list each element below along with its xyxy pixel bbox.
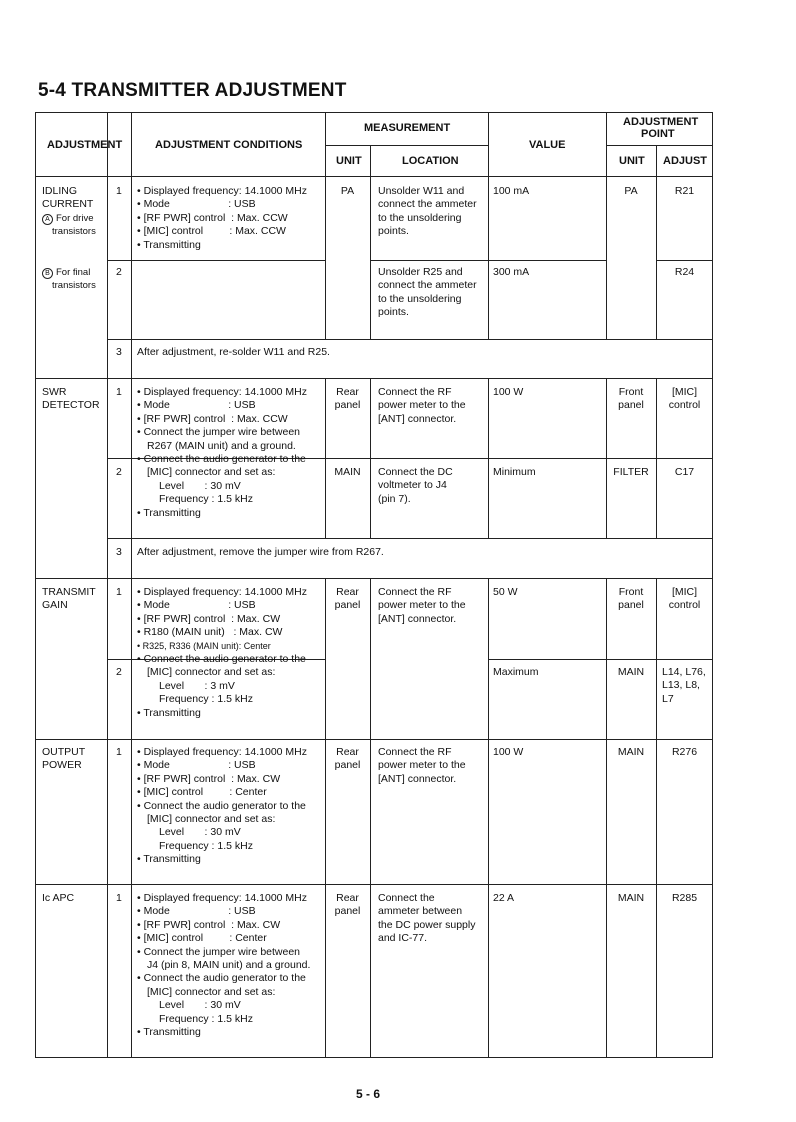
item-name: IDLING CURRENT A For drive transistors	[42, 185, 96, 238]
header-ap-unit: UNIT	[619, 155, 645, 167]
col-divider	[370, 145, 371, 339]
conditions: • Displayed frequency: 14.1000 MHz • Mode : USB • [RF PWR] control : Max. CCW • Connect the jumper wire between R267 (MAIN unit) and a ground. • Connect the audio generator to the [MIC] connector and set as: Level : 30 mV Frequency : 1.5 kHz • Transmitting	[137, 386, 308, 519]
row-divider	[35, 578, 713, 579]
value: 100 mA	[493, 185, 530, 197]
col-divider	[488, 112, 489, 339]
col-divider	[325, 578, 326, 1058]
note: After adjustment, re-solder W11 and R25.	[137, 346, 330, 358]
item-name: OUTPUT POWER	[42, 746, 86, 772]
step-number: 1	[116, 185, 122, 197]
value: 22 A	[493, 892, 515, 904]
header-measurement: MEASUREMENT	[364, 122, 451, 134]
header-unit: UNIT	[336, 155, 362, 167]
ap-unit: MAIN	[617, 666, 645, 678]
meas-unit: Rear panel	[334, 746, 361, 772]
header-value: VALUE	[529, 139, 566, 151]
ap-adjust: R285	[671, 892, 698, 904]
header-adjustment-point: ADJUSTMENT	[623, 116, 699, 128]
value: Minimum	[493, 466, 536, 478]
meas-location: Connect the DC voltmeter to J4 (pin 7).	[378, 466, 453, 505]
meas-unit: Rear panel	[334, 892, 361, 918]
header-conditions: ADJUSTMENT CONDITIONS	[155, 139, 303, 151]
col-divider	[606, 112, 607, 339]
header-adjustment-point: POINT	[641, 128, 675, 140]
ap-adjust: R24	[674, 266, 695, 278]
circled-a-icon: A	[42, 214, 53, 225]
step-number: 1	[116, 892, 122, 904]
header-subdivider	[325, 145, 488, 146]
meas-unit: Rear panel	[334, 586, 361, 612]
step-number: 1	[116, 586, 122, 598]
row-divider	[35, 378, 713, 379]
ap-adjust: [MIC] control	[668, 586, 701, 612]
header-location: LOCATION	[402, 155, 459, 167]
row-divider	[35, 884, 713, 885]
value: 300 mA	[493, 266, 530, 278]
col-divider	[370, 578, 371, 1058]
col-divider	[325, 112, 326, 339]
meas-location: Unsolder W11 and connect the ammeter to the unsoldering points.	[378, 185, 477, 238]
page-number: 5 - 6	[356, 1087, 381, 1101]
meas-unit: PA	[340, 185, 355, 197]
row-divider	[370, 260, 606, 261]
item-name: TRANSMIT GAIN	[42, 586, 96, 612]
col-divider	[656, 578, 657, 1058]
ap-unit: MAIN	[617, 892, 645, 904]
ap-unit: Front panel	[618, 386, 644, 412]
header-ap-adjust: ADJUST	[663, 155, 708, 167]
ap-unit: PA	[624, 185, 638, 197]
step-number: 1	[116, 746, 122, 758]
conditions: • Displayed frequency: 14.1000 MHz • Mode : USB • [RF PWR] control : Max. CW • [MIC] control : Center • Connect the jumper wire between J4 (pin 8, MAIN unit) and a ground. • Connect the audio generator to the [MIC] connector and set as: Level : 30 mV Frequency : 1.5 kHz • Transmitting	[137, 892, 311, 1039]
ap-adjust: L14, L76, L13, L8, L7	[662, 666, 706, 705]
row-divider	[35, 739, 713, 740]
ap-unit: FILTER	[613, 466, 649, 478]
ap-adjust: R276	[671, 746, 698, 758]
col-divider	[606, 578, 607, 1058]
row-divider	[107, 538, 713, 539]
step-number: 2	[116, 666, 122, 678]
step-number: 2	[116, 466, 122, 478]
conditions: • Displayed frequency: 14.1000 MHz • Mode : USB • [RF PWR] control : Max. CW • [MIC] control : Center • Connect the audio generator to the [MIC] connector and set as: Level : 30 mV Frequency : 1.5 kHz • Transmitting	[137, 746, 308, 866]
meas-location: Connect the RF power meter to the [ANT] connector.	[378, 386, 466, 425]
meas-location: Connect the RF power meter to the [ANT] connector.	[378, 586, 466, 625]
item-name: B For final transistors	[42, 266, 96, 293]
meas-unit: MAIN	[334, 466, 361, 478]
row-divider	[488, 659, 713, 660]
meas-location: Connect the ammeter between the DC power supply and IC-77.	[378, 892, 476, 945]
step-number: 1	[116, 386, 122, 398]
row-divider	[107, 339, 713, 340]
meas-location: Unsolder R25 and connect the ammeter to the unsoldering points.	[378, 266, 477, 319]
step-number: 3	[116, 346, 122, 358]
meas-location: Connect the RF power meter to the [ANT] connector.	[378, 746, 466, 785]
value: 100 W	[493, 746, 524, 758]
col-divider	[488, 578, 489, 1058]
conditions: • Displayed frequency: 14.1000 MHz • Mode : USB • [RF PWR] control : Max. CW • R180 (MAIN unit) : Max. CW • R325, R336 (MAIN unit): Center • Connect the audio generator to the [MIC] connector and set as: Level : 3 mV Frequency : 1.5 kHz • Transmitting	[137, 586, 308, 719]
conditions: • Displayed frequency: 14.1000 MHz • Mode : USB • [RF PWR] control : Max. CCW • [MIC] control : Max. CCW • Transmitting	[137, 185, 308, 251]
meas-unit: Rear panel	[334, 386, 361, 412]
ap-adjust: [MIC] control	[668, 386, 701, 412]
value: 50 W	[493, 586, 518, 598]
col-divider	[107, 112, 108, 1058]
header-subdivider	[606, 145, 713, 146]
ap-adjust: C17	[674, 466, 695, 478]
value: 100 W	[493, 386, 524, 398]
header-divider	[35, 176, 713, 177]
note: After adjustment, remove the jumper wire from R267.	[137, 546, 384, 558]
col-divider	[131, 112, 132, 1058]
ap-adjust: R21	[674, 185, 695, 197]
circled-b-icon: B	[42, 268, 53, 279]
step-number: 2	[116, 266, 122, 278]
item-name: SWR DETECTOR	[42, 386, 100, 412]
page-title: 5-4 TRANSMITTER ADJUSTMENT	[38, 80, 347, 101]
header-adjustment: ADJUSTMENT	[47, 139, 123, 151]
col-divider	[656, 145, 657, 339]
item-name: Ic APC	[42, 892, 75, 904]
value: Maximum	[493, 666, 539, 678]
ap-unit: MAIN	[617, 746, 645, 758]
ap-unit: Front panel	[618, 586, 644, 612]
row-divider	[107, 260, 325, 261]
step-number: 3	[116, 546, 122, 558]
row-divider	[656, 260, 713, 261]
